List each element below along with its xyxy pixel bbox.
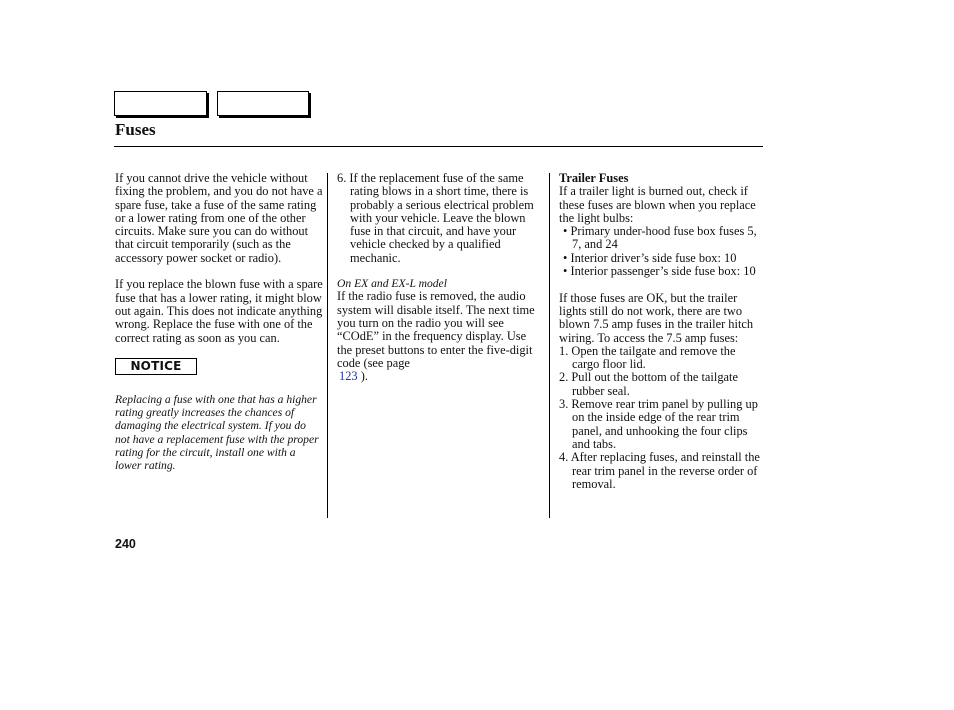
notice-badge — [115, 358, 197, 375]
trailer-intro: If a trailer light is burned out, check if these fuses are blown when you replace the light bulbs: — [559, 184, 756, 225]
column-1 — [115, 172, 323, 473]
step-2: 2. Pull out the bottom of the tailgate rubber seal. — [559, 370, 738, 398]
nav-button-1[interactable] — [114, 91, 207, 116]
column-divider-2 — [549, 173, 550, 518]
list-item: • Primary under-hood fuse box fuses 5, 7, and 24 — [563, 224, 757, 252]
list-item: • Interior driver’s side fuse box: 10 — [563, 250, 737, 265]
notice-text: Replacing a fuse with one that has a higher rating greatly increases the chances of damaging the electrical system. If you do not have a replacement fuse with the proper rating for the circuit, install one with a lower rating. — [115, 392, 319, 473]
column-2 — [337, 172, 543, 383]
bullet-text: Primary under-hood fuse box fuses 5, 7, and 24 — [570, 224, 757, 252]
bullet-text: Interior passenger’s side fuse box: 10 — [570, 264, 756, 279]
paragraph-lower-rating: If you replace the blown fuse with a spare fuse that has a lower rating, it might blow out again. This does not indicate anything wrong. Replace the fuse with one of the correct rating as soon as you can. — [115, 277, 323, 345]
radio-text: If the radio fuse is removed, the audio system will disable itself. The next time you turn on the radio you will see “COdE” in the frequency display. Use the preset buttons to enter the five-digit code (see page — [337, 289, 535, 370]
step-6: 6. If the replacement fuse of the same rating blows in a short time, there is probably a serious electrical problem with your vehicle. Leave the blown fuse in that circuit, and have your vehicle checked by a qualified mechanic. — [337, 171, 534, 265]
bullet-text: Interior driver’s side fuse box: 10 — [570, 250, 737, 265]
page-title: Fuses — [115, 120, 156, 139]
paragraph-no-spare-fuse: If you cannot drive the vehicle without fixing the problem, and you do not have a spare fuse, take a fuse of the same rating or a lower rating from one of the other circuits. Make sure you can do without that circuit temporarily (such as the accessory power socket or radio). — [115, 171, 323, 265]
column-divider-1 — [327, 173, 328, 518]
section-heading: Trailer Fuses — [559, 171, 629, 185]
radio-paragraph — [337, 290, 543, 383]
step-3: 3. Remove rear trim panel by pulling up on the inside edge of the rear trim panel, and unhooking the four clips and tabs. — [559, 397, 758, 451]
title-rule — [114, 146, 763, 147]
list-item: • Interior passenger’s side fuse box: 10 — [563, 264, 756, 279]
page-number: 240 — [115, 537, 136, 551]
step-1: 1. Open the tailgate and remove the cargo floor lid. — [559, 343, 736, 372]
column-3 — [559, 172, 764, 491]
nav-button-2[interactable] — [217, 91, 309, 116]
trailer-paragraph-2: If those fuses are OK, but the trailer lights still do not work, there are two blown 7.5 amp fuses in the trailer hitch wiring. To access the 7.5 amp fuses: — [559, 290, 754, 345]
model-note: On EX and EX-L model — [337, 277, 447, 291]
radio-text-end: ). — [360, 369, 368, 384]
step-4: 4. After replacing fuses, and reinstall the rear trim panel in the reverse order of removal. — [559, 450, 760, 491]
page-link[interactable]: 123 — [339, 369, 358, 384]
notice-label: NOTICE — [130, 358, 182, 373]
